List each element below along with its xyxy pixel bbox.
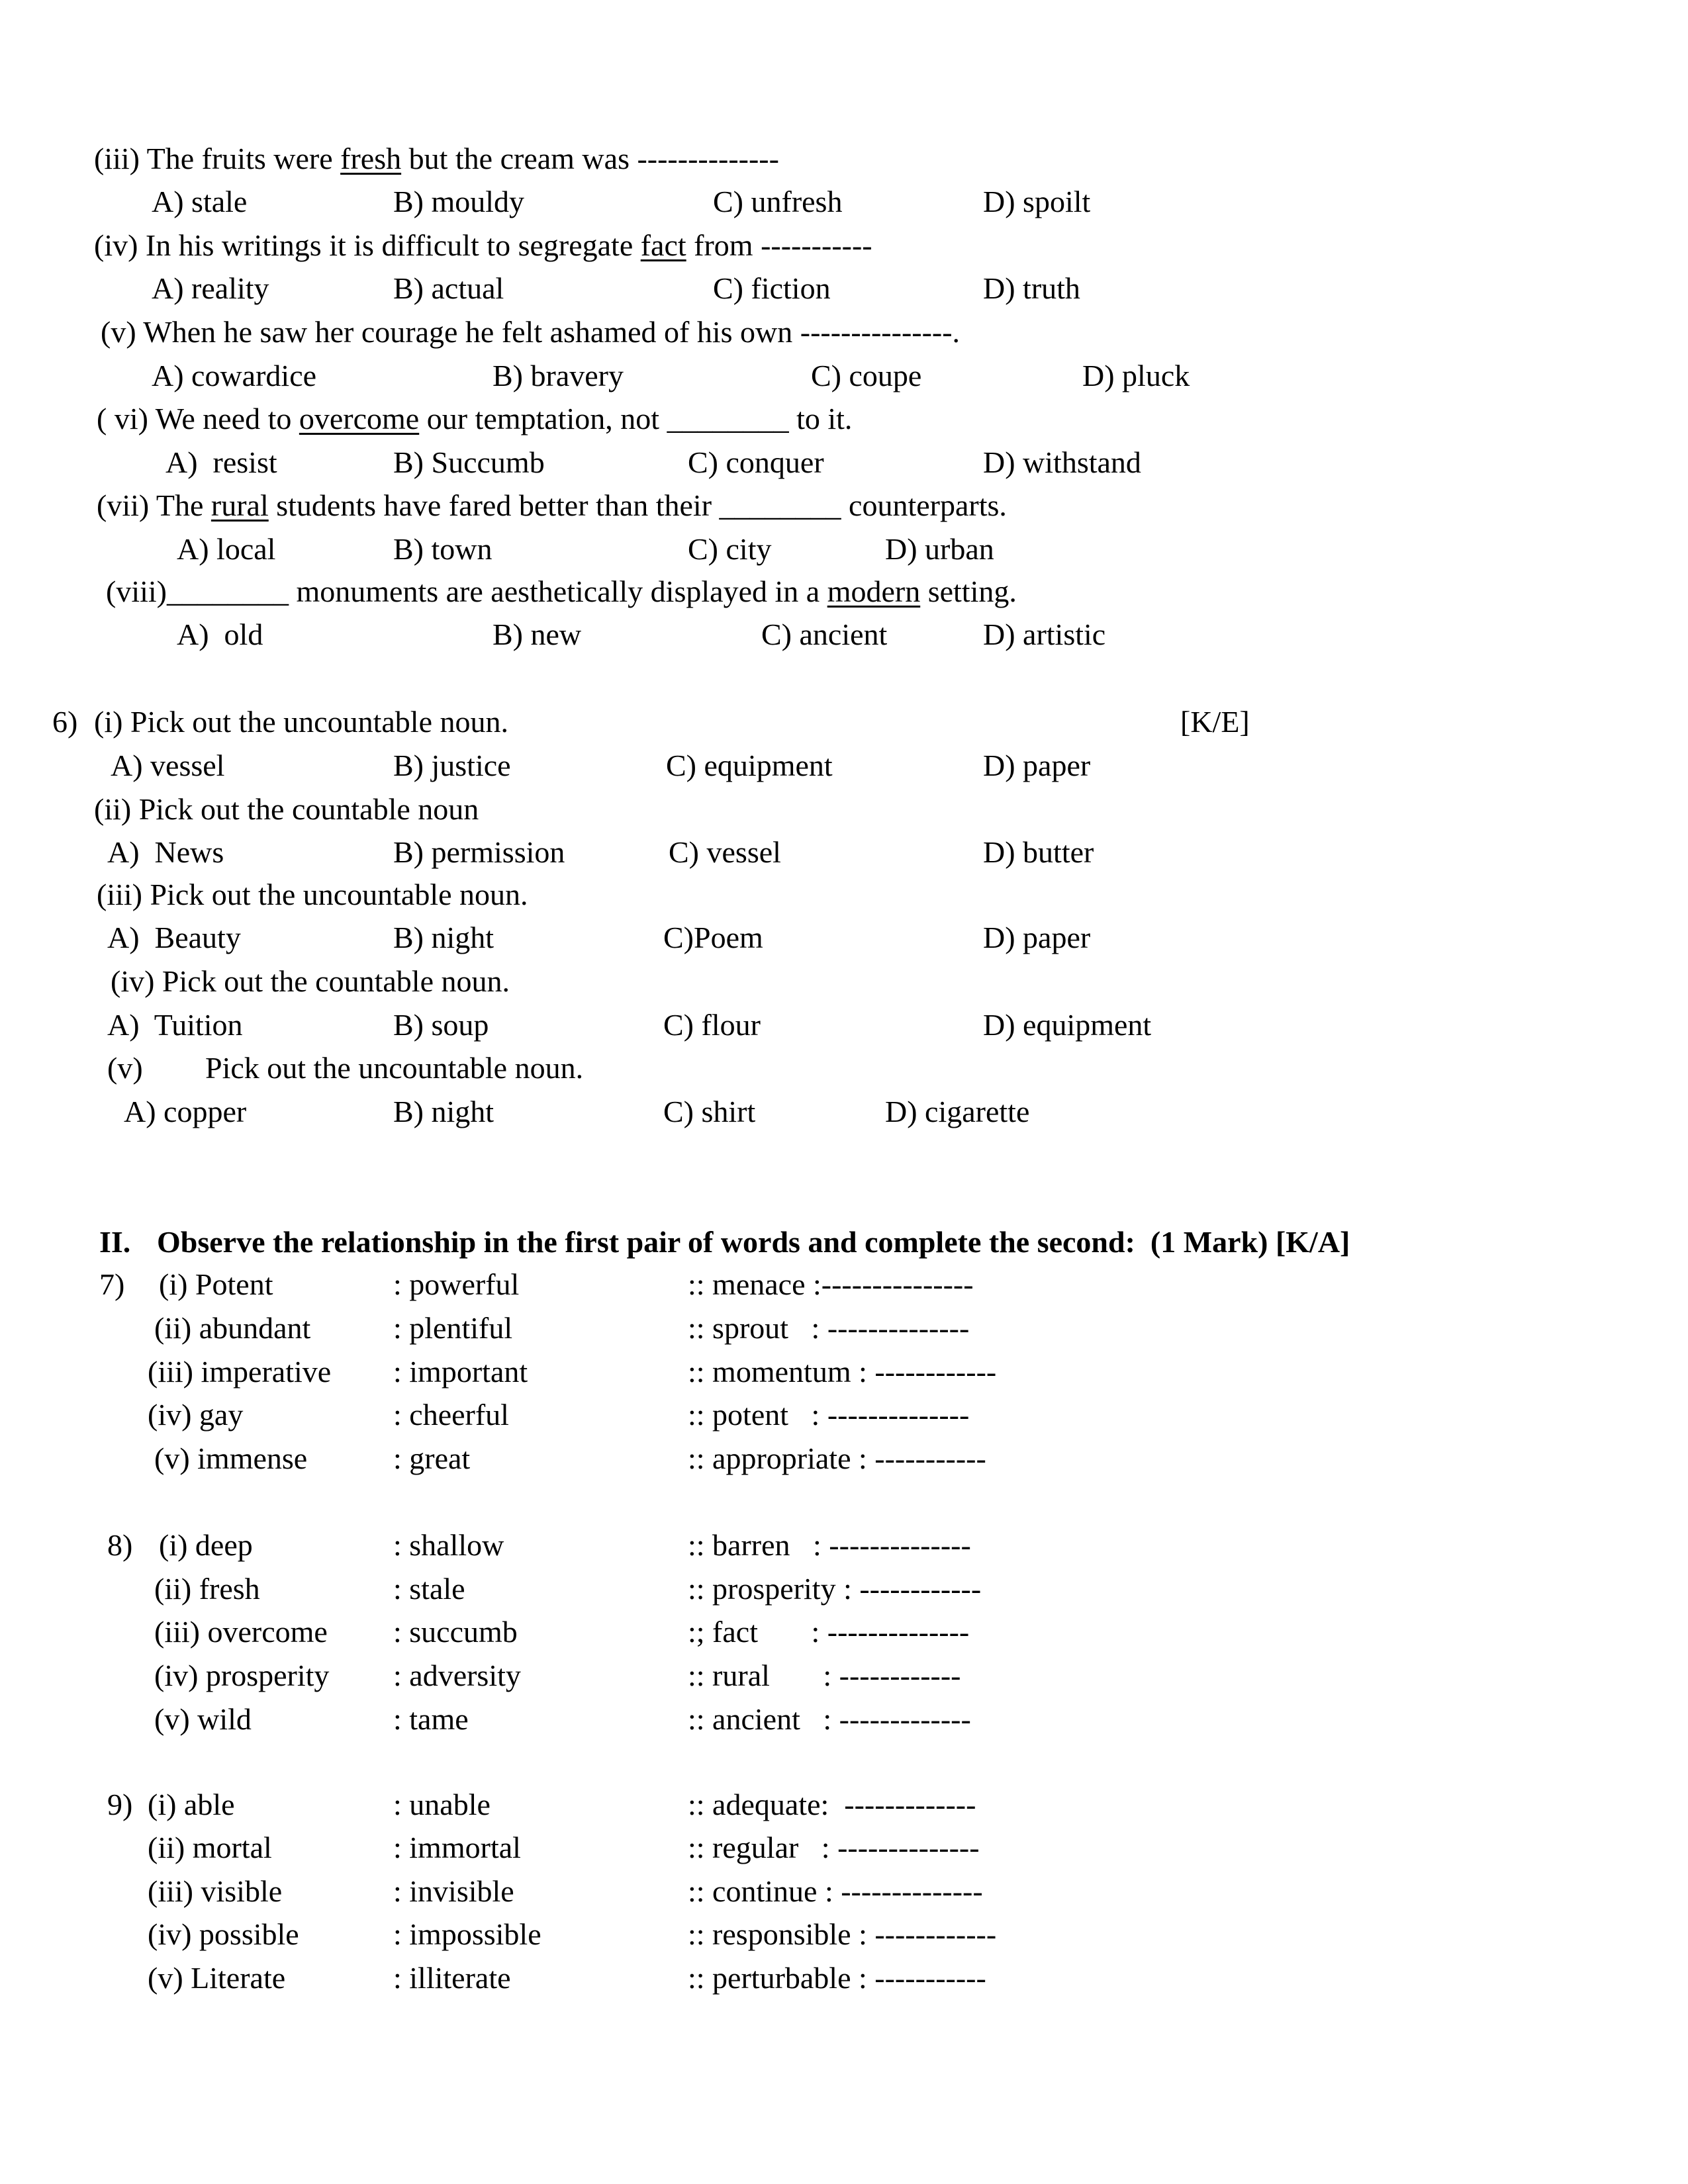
underlined-word: overcome: [299, 402, 420, 435]
stem-text: students have fared better than their: [268, 488, 720, 522]
answer-option: B) bravery: [492, 359, 624, 392]
answer-option: D) truth: [983, 271, 1080, 305]
stem-text: ________: [719, 488, 841, 522]
question-number: 7): [99, 1267, 125, 1301]
stem-text: ________: [667, 402, 789, 435]
word-pair-second: : tame: [393, 1702, 469, 1736]
answer-option: A) old: [177, 617, 263, 651]
answer-option: C) city: [688, 532, 772, 566]
word-pair-second: : immortal: [393, 1831, 521, 1864]
answer-option: A) Beauty: [107, 921, 241, 954]
stem-text: counterparts.: [841, 488, 1007, 522]
answer-option: D) pluck: [1082, 359, 1190, 392]
answer-option: B) justice: [393, 749, 511, 782]
answer-option: C) fiction: [713, 271, 831, 305]
answer-option: A) News: [107, 835, 224, 869]
question-stem: Pick out the uncountable noun.: [205, 1051, 584, 1085]
analogy-blank: :: menace :---------------: [688, 1267, 974, 1301]
answer-option: A) cowardice: [152, 359, 317, 392]
item-label: (v): [107, 1051, 143, 1085]
question-stem: [97, 487, 1007, 524]
word-pair-second: : powerful: [393, 1267, 520, 1301]
word-pair-first: (iii) overcome: [154, 1615, 328, 1649]
answer-option: C) vessel: [669, 835, 781, 869]
word-pair-second: : succumb: [393, 1615, 518, 1649]
word-pair-second: : stale: [393, 1572, 465, 1606]
answer-option: A) copper: [124, 1095, 247, 1128]
section-numeral: II.: [99, 1225, 131, 1259]
analogy-blank: :: barren : --------------: [688, 1528, 971, 1562]
analogy-blank: :: perturbable : -----------: [688, 1961, 986, 1995]
answer-option: A) Tuition: [107, 1008, 243, 1042]
word-pair-first: (i) able: [148, 1788, 235, 1821]
answer-option: C) unfresh: [713, 185, 843, 218]
answer-option: D) cigarette: [885, 1095, 1030, 1128]
answer-option: B) new: [492, 617, 582, 651]
answer-option: D) equipment: [983, 1008, 1152, 1042]
stem-text: to it.: [788, 402, 853, 435]
word-pair-second: : plentiful: [393, 1311, 513, 1345]
word-pair-second: : impossible: [393, 1917, 541, 1951]
answer-option: B) night: [393, 1095, 494, 1128]
question-stem: [97, 400, 852, 437]
word-pair-first: (v) Literate: [148, 1961, 286, 1995]
answer-option: C) flour: [663, 1008, 761, 1042]
answer-option: C)Poem: [663, 921, 763, 954]
analogy-blank: :: sprout : --------------: [688, 1311, 970, 1345]
answer-option: D) paper: [983, 921, 1091, 954]
word-pair-first: (i) Potent: [159, 1267, 273, 1301]
word-pair-first: (iv) prosperity: [154, 1659, 330, 1692]
answer-option: C) equipment: [666, 749, 833, 782]
question-stem: (i) Pick out the uncountable noun.: [94, 705, 508, 739]
word-pair-first: (ii) fresh: [154, 1572, 260, 1606]
answer-option: D) spoilt: [983, 185, 1091, 218]
analogy-blank: :; fact : --------------: [688, 1615, 970, 1649]
word-pair-second: : great: [393, 1441, 471, 1475]
analogy-blank: :: continue : --------------: [688, 1874, 983, 1908]
answer-option: B) Succumb: [393, 445, 545, 479]
stem-text: (iii) The fruits were: [94, 142, 341, 175]
word-pair-first: (v) immense: [154, 1441, 308, 1475]
analogy-blank: :: potent : --------------: [688, 1398, 970, 1432]
word-pair-second: : cheerful: [393, 1398, 509, 1432]
answer-option: A) vessel: [111, 749, 225, 782]
answer-option: C) ancient: [761, 617, 888, 651]
word-pair-first: (iv) possible: [148, 1917, 299, 1951]
word-pair-second: : adversity: [393, 1659, 521, 1692]
stem-text: (iv) In his writings it is difficult to segregate: [94, 228, 641, 262]
stem-text: monuments are aesthetically displayed in a: [288, 574, 827, 608]
answer-option: A) resist: [165, 445, 277, 479]
underlined-word: modern: [827, 574, 921, 608]
answer-option: D) butter: [983, 835, 1094, 869]
question-number: 9): [107, 1788, 133, 1821]
stem-text: (v) When he saw her courage he felt ashamed of his own ---------------.: [101, 315, 961, 349]
answer-option: A) stale: [152, 185, 248, 218]
stem-text: from -----------: [686, 228, 872, 262]
analogy-blank: :: regular : --------------: [688, 1831, 980, 1864]
stem-text: our temptation, not: [419, 402, 667, 435]
word-pair-second: : unable: [393, 1788, 491, 1821]
question-tag: [K/E]: [1180, 705, 1250, 739]
answer-option: B) actual: [393, 271, 504, 305]
word-pair-second: : shallow: [393, 1528, 504, 1562]
answer-option: D) artistic: [983, 617, 1106, 651]
underlined-word: fact: [640, 228, 686, 262]
answer-option: B) permission: [393, 835, 565, 869]
analogy-blank: :: appropriate : -----------: [688, 1441, 986, 1475]
answer-option: A) local: [177, 532, 276, 566]
word-pair-first: (i) deep: [159, 1528, 253, 1562]
word-pair-second: : important: [393, 1355, 528, 1388]
answer-option: C) coupe: [811, 359, 922, 392]
question-number: 8): [107, 1528, 133, 1562]
word-pair-first: (iv) gay: [148, 1398, 244, 1432]
stem-text: setting.: [920, 574, 1017, 608]
analogy-blank: :: responsible : ------------: [688, 1917, 997, 1951]
word-pair-first: (ii) abundant: [154, 1311, 311, 1345]
analogy-blank: :: ancient : -------------: [688, 1702, 971, 1736]
word-pair-first: (iii) imperative: [148, 1355, 332, 1388]
stem-text: ( vi) We need to: [97, 402, 299, 435]
answer-option: D) urban: [885, 532, 994, 566]
stem-text: but the cream was --------------: [401, 142, 779, 175]
answer-option: B) mouldy: [393, 185, 525, 218]
question-stem: (ii) Pick out the countable noun: [94, 792, 479, 826]
question-stem: [101, 314, 960, 351]
answer-option: C) shirt: [663, 1095, 756, 1128]
answer-option: D) paper: [983, 749, 1091, 782]
analogy-blank: :: momentum : ------------: [688, 1355, 997, 1388]
analogy-blank: :: prosperity : ------------: [688, 1572, 982, 1606]
answer-option: C) conquer: [688, 445, 824, 479]
question-number: 6): [52, 705, 78, 739]
answer-option: B) soup: [393, 1008, 489, 1042]
stem-text: (vii) The: [97, 488, 211, 522]
question-stem: [94, 140, 779, 177]
question-stem: [106, 573, 1017, 610]
word-pair-second: : invisible: [393, 1874, 514, 1908]
question-stem: (iii) Pick out the uncountable noun.: [97, 878, 528, 911]
answer-option: D) withstand: [983, 445, 1141, 479]
stem-text: (viii): [106, 574, 167, 608]
stem-text: ________: [166, 574, 289, 608]
word-pair-first: (ii) mortal: [148, 1831, 272, 1864]
answer-option: A) reality: [152, 271, 269, 305]
word-pair-first: (v) wild: [154, 1702, 252, 1736]
underlined-word: rural: [211, 488, 269, 522]
word-pair-second: : illiterate: [393, 1961, 511, 1995]
analogy-blank: :: adequate: -------------: [688, 1788, 976, 1821]
section-heading: Observe the relationship in the first pair of words and complete the second: (1 Mark) [K/A]: [157, 1225, 1350, 1259]
answer-option: B) town: [393, 532, 492, 566]
underlined-word: fresh: [340, 142, 402, 175]
question-stem: (iv) Pick out the countable noun.: [111, 964, 510, 998]
analogy-blank: :: rural : ------------: [688, 1659, 961, 1692]
answer-option: B) night: [393, 921, 494, 954]
word-pair-first: (iii) visible: [148, 1874, 283, 1908]
question-stem: [94, 227, 872, 264]
